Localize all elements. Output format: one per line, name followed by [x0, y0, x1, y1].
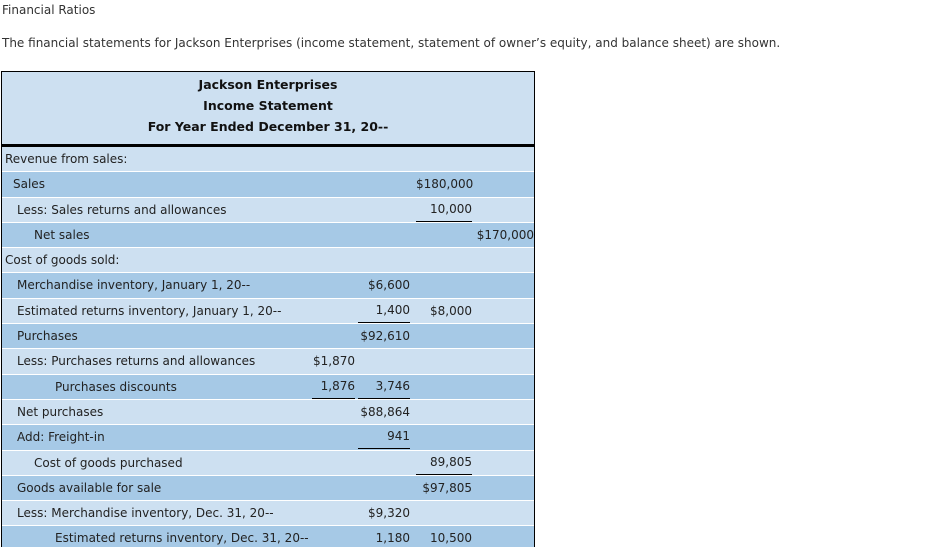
- row-label: Cost of goods sold:: [5, 253, 120, 268]
- intro-paragraph: The financial statements for Jackson Enterprises (income statement, statement of owner’s equity, and balance sheet) are shown.: [2, 36, 781, 50]
- row-label: Add: Freight-in: [17, 430, 105, 445]
- row-label: Less: Merchandise inventory, Dec. 31, 20--: [17, 506, 274, 521]
- amount-cell: $6,600: [368, 278, 410, 293]
- amount-cell: $8,000: [430, 303, 472, 318]
- statement-period: For Year Ended December 31, 20--: [147, 119, 389, 134]
- table-row: [2, 425, 534, 450]
- table-row: [2, 172, 534, 197]
- row-label: Net purchases: [17, 404, 104, 419]
- row-label: Purchases discounts: [55, 379, 177, 394]
- table-row: [2, 526, 534, 547]
- amount-cell: 1,876: [312, 375, 355, 399]
- table-row: [2, 299, 534, 324]
- table-row: [2, 400, 534, 425]
- table-row: [2, 198, 534, 223]
- statement-title: Income Statement: [203, 98, 333, 113]
- row-label: Less: Purchases returns and allowances: [17, 354, 256, 369]
- table-row: [2, 501, 534, 526]
- amount-cell: $9,320: [368, 506, 410, 521]
- table-row: [2, 273, 534, 298]
- amount-cell: 10,000: [416, 198, 472, 222]
- amount-cell: $170,000: [476, 227, 534, 242]
- page-title: Financial Ratios: [2, 3, 96, 17]
- amount-cell: 10,500: [430, 531, 472, 546]
- amount-cell: 3,746: [358, 375, 410, 399]
- table-row: [2, 375, 534, 400]
- amount-cell: $180,000: [416, 177, 474, 192]
- row-label: Sales: [13, 177, 45, 192]
- row-label: Less: Sales returns and allowances: [17, 202, 227, 217]
- income-statement-table: [1, 71, 535, 547]
- row-label: Net sales: [34, 227, 90, 242]
- row-label: Estimated returns inventory, January 1, 20--: [17, 303, 282, 318]
- table-row: [2, 147, 534, 172]
- table-row: [2, 223, 534, 248]
- amount-cell: 1,400: [358, 299, 410, 323]
- row-label: Revenue from sales:: [5, 152, 128, 166]
- amount-cell: $97,805: [422, 480, 472, 495]
- row-label: Purchases: [17, 329, 78, 344]
- amount-cell: 89,805: [416, 451, 472, 475]
- row-label: Cost of goods purchased: [34, 455, 183, 470]
- amount-cell: 941: [358, 425, 410, 449]
- table-row: [2, 476, 534, 501]
- row-label: Merchandise inventory, January 1, 20--: [17, 278, 251, 293]
- row-label: Estimated returns inventory, Dec. 31, 20--: [55, 531, 309, 546]
- amount-cell: 1,180: [375, 531, 410, 546]
- statement-header: [2, 72, 534, 147]
- table-row: [2, 451, 534, 476]
- table-row: [2, 349, 534, 374]
- amount-cell: $92,610: [360, 329, 410, 344]
- row-label: Goods available for sale: [17, 480, 162, 495]
- table-row: [2, 324, 534, 349]
- table-row: [2, 248, 534, 273]
- amount-cell: $1,870: [313, 354, 355, 369]
- company-name: Jackson Enterprises: [198, 77, 338, 92]
- amount-cell: $88,864: [360, 404, 410, 419]
